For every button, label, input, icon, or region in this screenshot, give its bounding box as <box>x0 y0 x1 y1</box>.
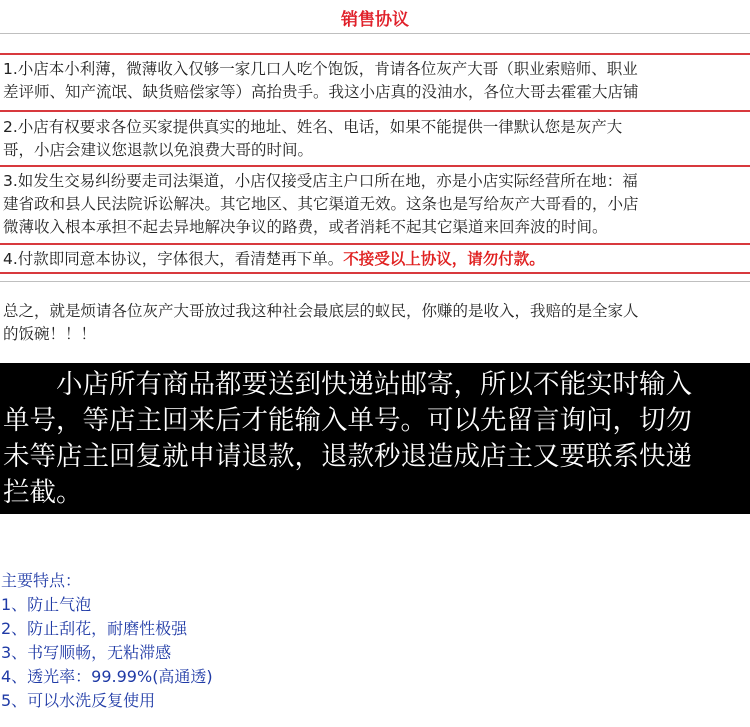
divider <box>0 281 750 282</box>
feature-item: 1、防止气泡 <box>1 595 92 614</box>
feature-item: 4、透光率：99.99%(高通透) <box>1 667 213 686</box>
notice-line: 小店所有商品都要送到快递站邮寄，所以不能实时输入 <box>3 369 692 400</box>
agreement-title: 销售协议 <box>341 10 409 30</box>
feature-heading: 主要特点： <box>1 571 82 590</box>
divider <box>0 165 750 167</box>
divider <box>0 272 750 274</box>
summary: 总之，就是烦请各位灰产大哥放过我这种社会最底层的蚁民，你赚的是收入，我赔的是全家人 的饭碗！！！ <box>3 302 639 343</box>
shipping-notice-banner <box>0 363 750 514</box>
sales-agreement <box>0 0 750 362</box>
notice-line: 未等店主回复就申请退款，退款秒退造成店主又要联系快递 <box>3 441 692 472</box>
warning-text: 不接受以上协议，请勿付款。 <box>343 250 545 268</box>
clause-2: 2.小店有权要求各位买家提供真实的地址、姓名、电话，如果不能提供一律默认您是灰产大 哥，小店会建议您退款以免浪费大哥的时间。 <box>3 118 623 159</box>
clause-4: 4.付款即同意本协议，字体很大，看清楚再下单。不接受以上协议，请勿付款。 <box>3 250 545 268</box>
divider <box>0 53 750 55</box>
feature-item: 5、可以水洗反复使用 <box>1 691 156 710</box>
notice-line: 单号，等店主回来后才能输入单号。可以先留言询问，切勿 <box>3 405 692 436</box>
divider <box>0 33 750 34</box>
feature-item: 3、书写顺畅，无粘滞感 <box>1 643 172 662</box>
clause-3: 3.如发生交易纠纷要走司法渠道，小店仅接受店主户口所在地，亦是小店实际经营所在地：福 建省政和县人民法院诉讼解决。其它地区、其它渠道无效。这条也是写给灰产大哥看的，小店 微薄收入根本承担不起去异地解决争议的路费，或者消耗不起其它渠道来回奔波的时间。 <box>3 172 639 236</box>
divider <box>0 243 750 245</box>
feature-list <box>1 569 741 713</box>
notice-line: 拦截。 <box>3 477 83 508</box>
feature-item: 2、防止刮花，耐磨性极强 <box>1 619 188 638</box>
clause-1: 1.小店本小利薄，微薄收入仅够一家几口人吃个饱饭，肯请各位灰产大哥（职业索赔师、职业 差评师、知产流氓、缺货赔偿家等）高抬贵手。我这小店真的没油水，各位大哥去霍霍大店铺 <box>3 60 639 101</box>
divider <box>0 110 750 112</box>
